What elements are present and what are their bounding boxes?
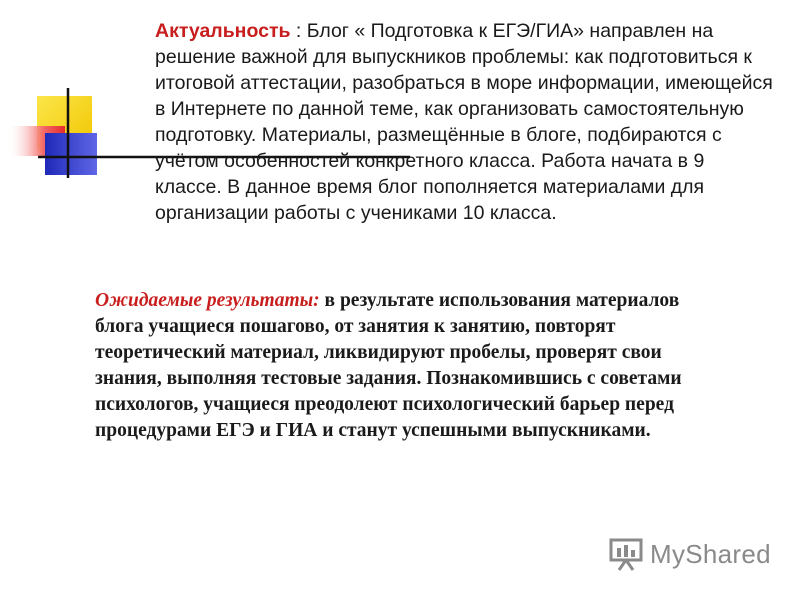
relevance-text: : Блог « Подготовка к ЕГЭ/ГИА» направлен на решение важной для выпускников проблемы: как подготовиться к итоговой аттестации, разобраться в море информации, имеющейся в Интернете по данной теме, как организовать самостоятельную подготовку. Материалы, размещённые в блоге, подбираются с учётом особенностей конкретного класса. Работа начата в 9 классе. В данное время блог пополняется материалами для организации работы с учениками 10 класса. — [155, 20, 773, 224]
blue-square — [45, 133, 97, 175]
presentation-board-icon — [608, 536, 644, 572]
myshared-watermark — [608, 536, 771, 572]
results-heading: Ожидаемые результаты: — [95, 290, 320, 311]
relevance-paragraph — [155, 18, 775, 226]
watermark-text: MyShared — [650, 538, 771, 569]
relevance-heading: Актуальность — [155, 20, 291, 42]
results-text: в результате использования материалов блога учащиеся пошагово, от занятия к занятию, повторят теоретический материал, ликвидируют пробелы, проверят свои знания, выполняя тестовые задания. Познакомившись с советами психологов, учащиеся преодолеют психологический барьер перед процедурами ЕГЭ и ГИА и станут успешными выпускниками. — [95, 290, 682, 441]
results-paragraph — [95, 288, 695, 444]
